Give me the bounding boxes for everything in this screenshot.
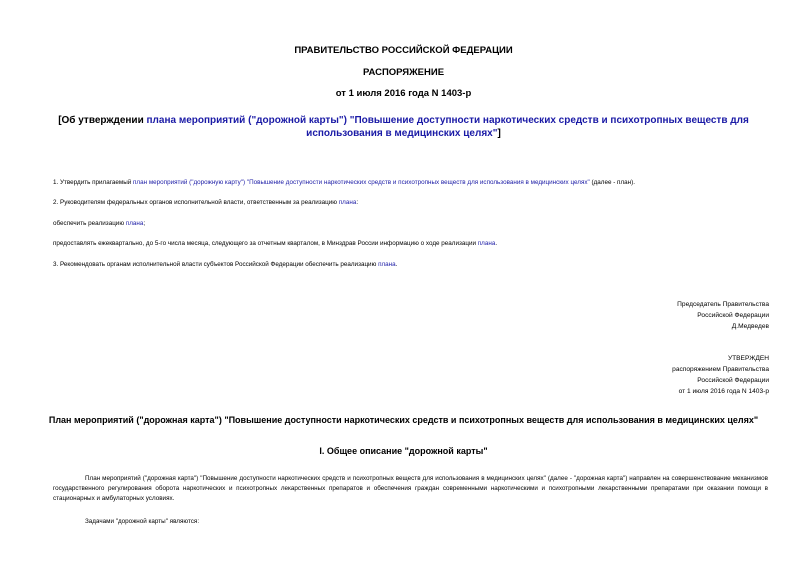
item-1-plan-link[interactable]: план мероприятий ("дорожную карту") "Повышение доступности наркотических средств и психотропных веществ для использования в медицинских целях" bbox=[133, 179, 590, 186]
item-2-text: 2. Руководителям федеральных органов исполнительной власти, ответственным за реализацию bbox=[53, 199, 339, 206]
item-2b bbox=[53, 240, 497, 247]
approval-country: Российской Федерации bbox=[697, 377, 769, 384]
item-3-plan-link[interactable]: плана bbox=[378, 261, 396, 268]
plan-paragraph-1: План мероприятий ("дорожная карта") "Повышение доступности наркотических средств и психотропных веществ для использования в медицинских целях" (далее - "дорожная карта") направлен на совершенствование механизмов государственного регулирования оборота наркотических и психотропных лекарственных препаратов и обеспечения граждан современными наркотическими и психотропными лекарственными препаратами при оказании помощи в стационарных и амбулаторных условиях. bbox=[53, 475, 768, 502]
item-2 bbox=[53, 199, 358, 206]
plan-title: План мероприятий ("дорожная карта") "Повышение доступности наркотических средств и психотропных веществ для использования в медицинских целях" bbox=[48, 415, 759, 425]
item-1-suffix: (далее - план). bbox=[589, 179, 635, 186]
item-2a-text: обеспечить реализацию bbox=[53, 220, 126, 227]
item-3-suffix: . bbox=[395, 261, 398, 268]
approval-by: распоряжением Правительства bbox=[672, 366, 769, 373]
approval-block bbox=[672, 353, 769, 397]
signature-position: Председатель Правительства bbox=[677, 301, 769, 308]
signature-block bbox=[677, 299, 769, 332]
item-2a-plan-link[interactable]: плана bbox=[125, 220, 144, 227]
item-2b-plan-link[interactable]: плана bbox=[477, 240, 496, 247]
item-2b-text: предоставлять ежеквартально, до 5-го числа месяца, следующего за отчетным кварталом, в Минздрав России информацию о ходе реализации bbox=[53, 240, 478, 247]
document-date-number: от 1 июля 2016 года N 1403-р bbox=[335, 88, 472, 99]
government-heading: ПРАВИТЕЛЬСТВО РОССИЙСКОЙ ФЕДЕРАЦИИ bbox=[294, 45, 513, 56]
item-2a bbox=[53, 220, 145, 227]
item-3-text: 3. Рекомендовать органам исполнительной власти субъектов Российской Федерации обеспечить реализацию bbox=[53, 261, 379, 268]
approval-heading: УТВЕРЖДЕН bbox=[727, 355, 769, 362]
signature-name: Д.Медведев bbox=[731, 323, 769, 330]
signature-country: Российской Федерации bbox=[697, 312, 769, 319]
item-3 bbox=[53, 261, 397, 268]
item-2b-suffix: . bbox=[495, 240, 498, 247]
title-suffix: ] bbox=[497, 128, 501, 139]
plan-paragraph-2: Задачами "дорожной карты" являются: bbox=[85, 518, 200, 525]
item-2-plan-link[interactable]: плана bbox=[338, 199, 357, 206]
title-prefix: [Об утверждении bbox=[58, 115, 147, 126]
approval-date: от 1 июля 2016 года N 1403-р bbox=[678, 388, 769, 395]
document-title bbox=[40, 114, 767, 140]
document-type: РАСПОРЯЖЕНИЕ bbox=[362, 67, 445, 78]
title-plan-link[interactable]: плана мероприятий ("дорожной карты") "Повышение доступности наркотических средств и психотропных веществ для использования в медицинских целях" bbox=[146, 115, 749, 139]
item-1 bbox=[53, 179, 635, 186]
section-1-heading: I. Общее описание "дорожной карты" bbox=[319, 446, 488, 456]
item-2a-suffix: ; bbox=[143, 220, 146, 227]
item-1-text: 1. Утвердить прилагаемый bbox=[53, 179, 134, 186]
item-2-suffix: : bbox=[356, 199, 359, 206]
